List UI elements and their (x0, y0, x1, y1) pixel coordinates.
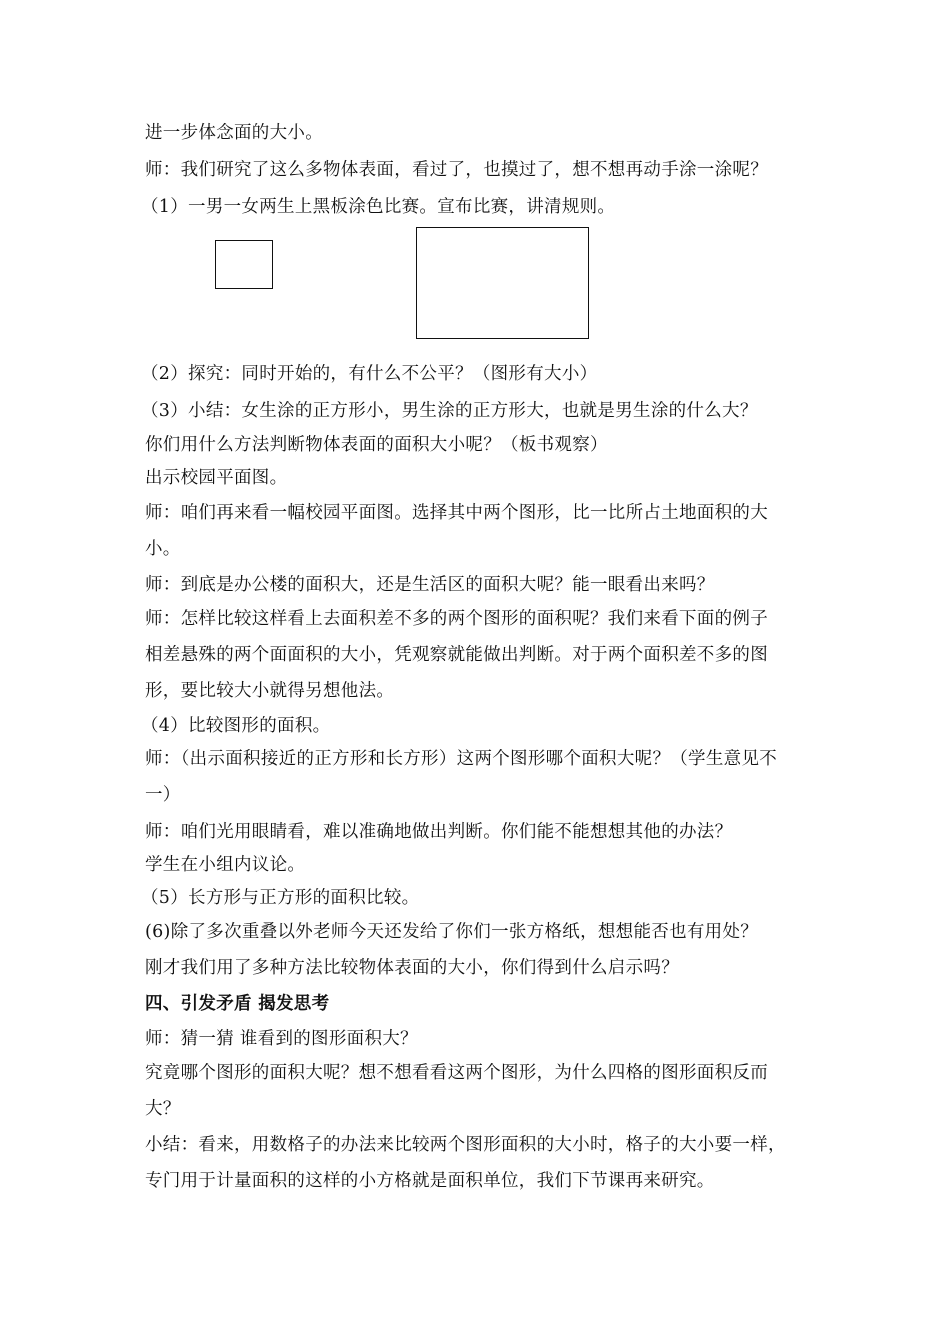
text-line-26: 小结：看来，用数格子的办法来比较两个图形面积的大小时，格子的大小要一样， (145, 1135, 786, 1155)
large-rectangle-figure (416, 227, 589, 339)
text-line-6: 你们用什么方法判断物体表面的面积大小呢？（板书观察） (145, 435, 608, 455)
text-line-21: 刚才我们用了多种方法比较物体表面的大小，你们得到什么启示吗？ (145, 958, 679, 978)
text-line-25: 大？ (145, 1099, 181, 1119)
text-line-23: 师：猜一猜 谁看到的图形面积大？ (145, 1029, 418, 1049)
text-line-17: 师：咱们光用眼睛看，难以准确地做出判断。你们能不能想想其他的办法？ (145, 822, 733, 842)
text-line-14: （4）比较图形的面积。 (141, 716, 331, 736)
text-line-19: （5）长方形与正方形的面积比较。 (141, 888, 420, 908)
text-line-8: 师：咱们再来看一幅校园平面图。选择其中两个图形，比一比所占土地面积的大 (145, 503, 768, 523)
text-line-10: 师：到底是办公楼的面积大，还是生活区的面积大呢？能一眼看出来吗？ (145, 575, 715, 595)
text-line-18: 学生在小组内议论。 (145, 855, 306, 875)
text-line-11: 师：怎样比较这样看上去面积差不多的两个图形的面积呢？我们来看下面的例子 (145, 609, 768, 629)
text-line-24: 究竟哪个图形的面积大呢？想不想看看这两个图形，为什么四格的图形面积反而 (145, 1063, 768, 1083)
text-line-7: 出示校园平面图。 (145, 468, 288, 488)
text-line-12: 相差悬殊的两个面面积的大小，凭观察就能做出判断。对于两个面积差不多的图 (145, 645, 768, 665)
text-line-13: 形，要比较大小就得另想他法。 (145, 681, 395, 701)
text-line-3: （1）一男一女两生上黑板涂色比赛。宣布比赛，讲清规则。 (141, 197, 616, 217)
text-line-27: 专门用于计量面积的这样的小方格就是面积单位，我们下节课再来研究。 (145, 1171, 715, 1191)
small-square-figure (215, 240, 273, 289)
text-line-20: (6)除了多次重叠以外老师今天还发给了你们一张方格纸，想想能否也有用处？ (145, 922, 759, 942)
text-line-16: 一） (145, 785, 181, 805)
section-heading: 四、引发矛盾 揭发思考 (145, 994, 330, 1014)
text-line-5: （3）小结：女生涂的正方形小，男生涂的正方形大，也就是男生涂的什么大？ (141, 401, 758, 421)
text-line-4: （2）探究：同时开始的，有什么不公平？（图形有大小） (141, 364, 598, 384)
text-line-9: 小。 (145, 539, 181, 559)
text-line-15: 师：（出示面积接近的正方形和长方形）这两个图形哪个面积大呢？（学生意见不 (145, 749, 778, 769)
text-line-2: 师：我们研究了这么多物体表面，看过了，也摸过了，想不想再动手涂一涂呢？ (145, 160, 768, 180)
text-line-1: 进一步体念面的大小。 (145, 123, 323, 143)
